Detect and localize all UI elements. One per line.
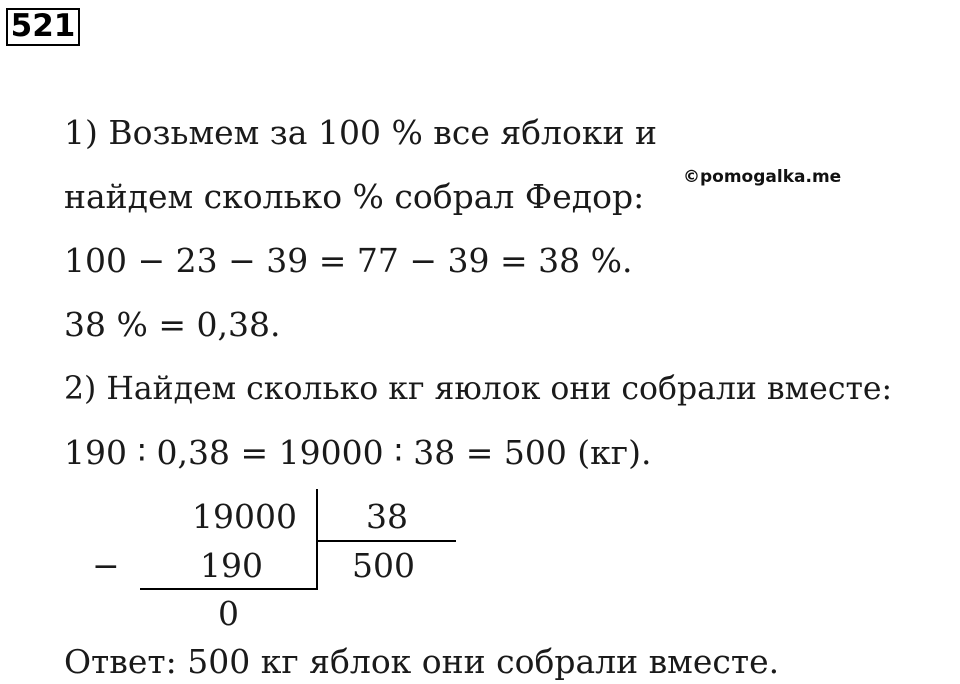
division-dividend: 19000	[192, 497, 297, 536]
solution-line-3: 100 − 23 − 39 = 77 − 39 = 38 %.	[64, 241, 633, 280]
solution-line-4: 38 % = 0,38.	[64, 305, 281, 344]
division-divisor-underline	[316, 540, 456, 542]
division-vertical-bar	[316, 489, 318, 589]
division-remainder: 0	[218, 594, 239, 633]
solution-line-1: 1) Возьмем за 100 % все яблоки и	[64, 113, 657, 152]
problem-number: 521	[6, 8, 80, 46]
division-subtraction-line	[140, 588, 318, 590]
solution-line-5: 2) Найдем сколько кг яюлок они собрали вместе:	[64, 371, 893, 407]
division-divisor: 38	[366, 497, 408, 536]
watermark: ©pomogalka.me	[683, 167, 842, 187]
solution-line-2: найдем сколько % собрал Федор:	[64, 177, 645, 216]
solution-line-6: 190 ∶ 0,38 = 19000 ∶ 38 = 500 (кг).	[64, 433, 652, 472]
answer-line: Ответ: 500 кг яблок они собрали вместе.	[64, 642, 780, 681]
division-subtrahend: 190	[200, 546, 263, 585]
division-minus-sign: −	[92, 546, 120, 585]
division-quotient: 500	[352, 546, 415, 585]
